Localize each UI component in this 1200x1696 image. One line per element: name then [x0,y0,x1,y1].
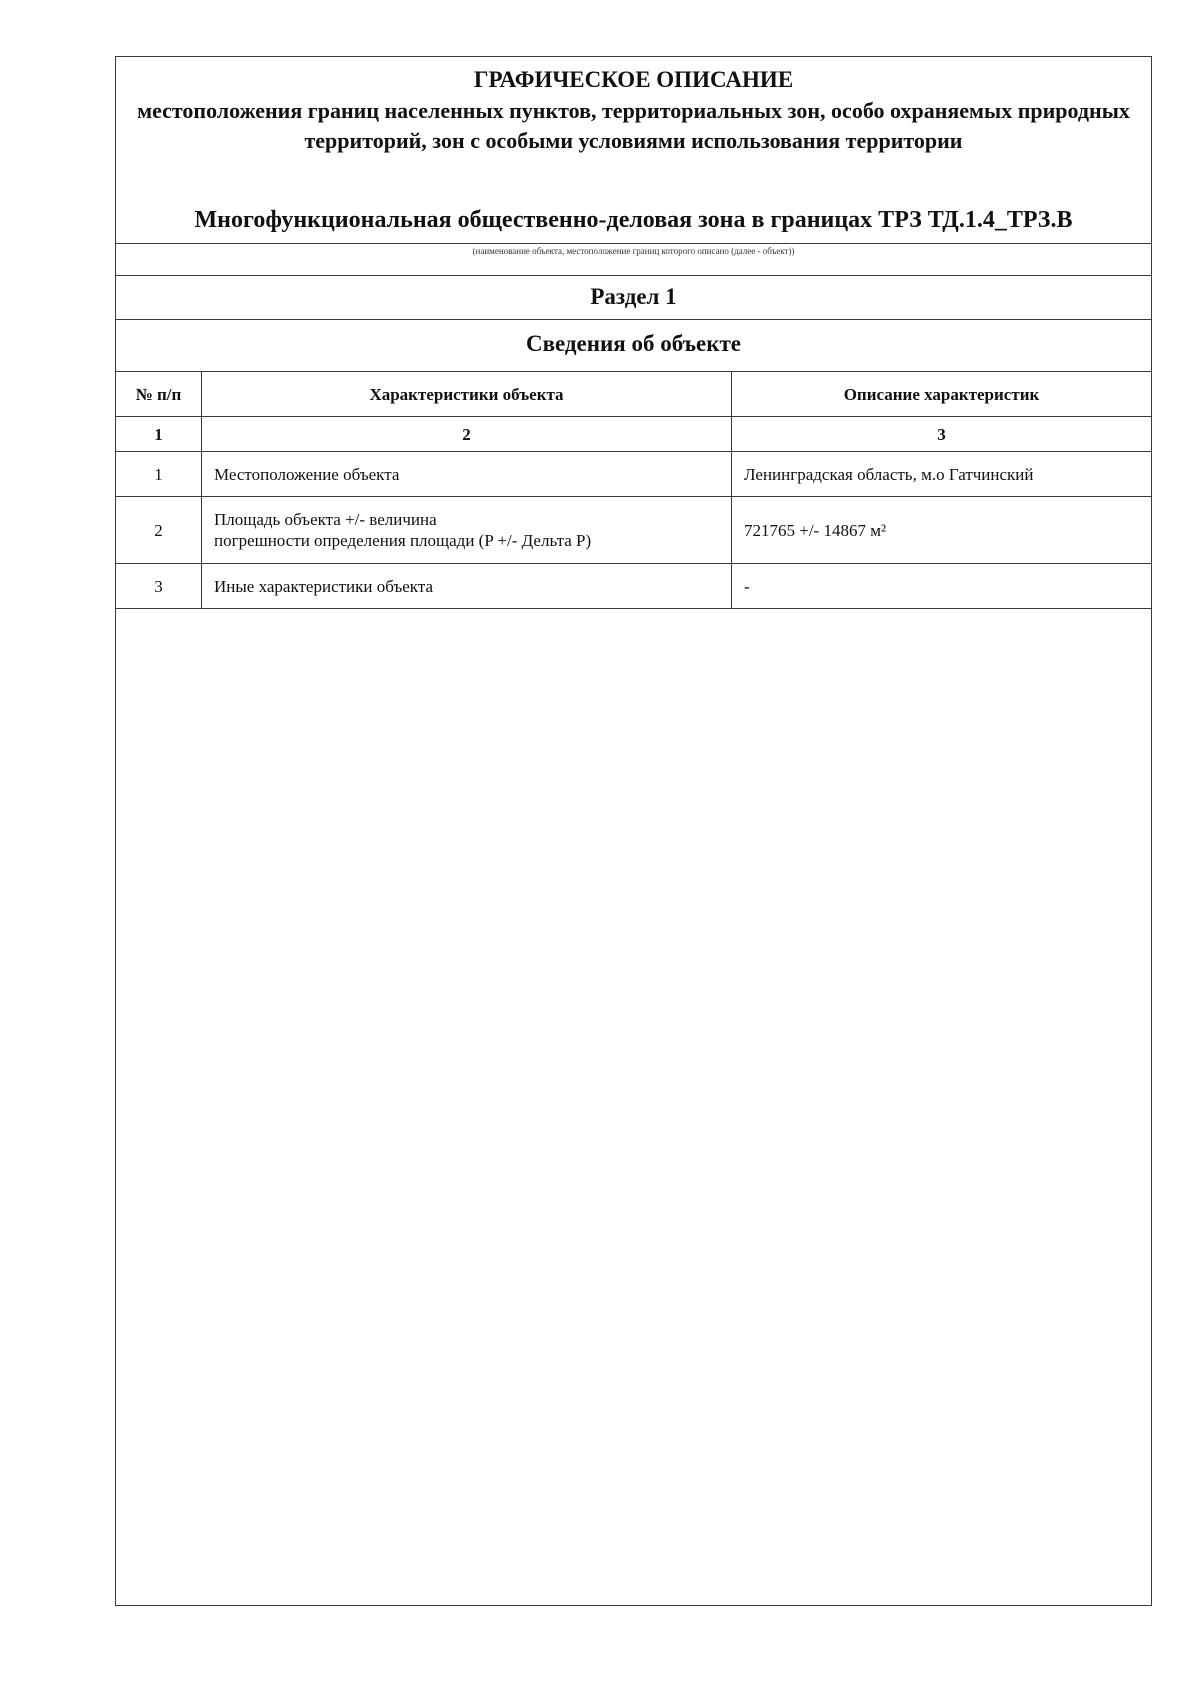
column-number-row [116,417,1152,452]
table-header-row [116,372,1152,417]
table-row [116,497,1152,564]
row-characteristic-text: Площадь объекта +/- величина [214,510,437,529]
row-description: - [732,564,1152,609]
section-title: Сведения об объекте [525,331,742,356]
column-number-cell: 1 [116,417,202,452]
object-name: Многофункциональная общественно-деловая зона в границах ТРЗ ТД.1.4_ТРЗ.В [194,207,1073,233]
row-characteristic [202,452,732,497]
header-cell-number: № п/п [116,372,202,417]
column-number-cell: 3 [732,417,1152,452]
header-cell-characteristic: Характеристики объекта [202,372,732,417]
header-cell-description: Описание характеристик [732,372,1152,417]
row-characteristic [202,564,732,609]
document-subtitle: местоположения границ населенных пунктов, территориальных зон, особо охраняемых природных территорий, зон с особыми условиями использования территории [137,98,1130,153]
object-name-caption: (наименование объекта, местоположение границ которого описано (далее - объект)) [472,246,795,256]
table-row [116,564,1152,609]
document-header [116,57,1151,243]
row-number: 1 [116,452,202,497]
divider [116,243,1151,244]
row-number: 3 [116,564,202,609]
row-description: Ленинградская область, м.о Гатчинский [732,452,1152,497]
table-row [116,452,1152,497]
row-description: 721765 +/- 14867 м² [732,497,1152,564]
row-characteristic [202,497,732,564]
document-title: ГРАФИЧЕСКОЕ ОПИСАНИЕ [473,67,794,92]
section-number: Раздел 1 [590,284,677,309]
document-frame [115,56,1152,1606]
row-characteristic-text: Иные характеристики объекта [214,576,434,596]
row-characteristic-text-line2: погрешности определения площади (P +/- Дельта P) [214,531,592,550]
row-number: 2 [116,497,202,564]
row-characteristic-text: Местоположение объекта [214,464,400,484]
object-info-table [115,371,1152,609]
column-number-cell: 2 [202,417,732,452]
